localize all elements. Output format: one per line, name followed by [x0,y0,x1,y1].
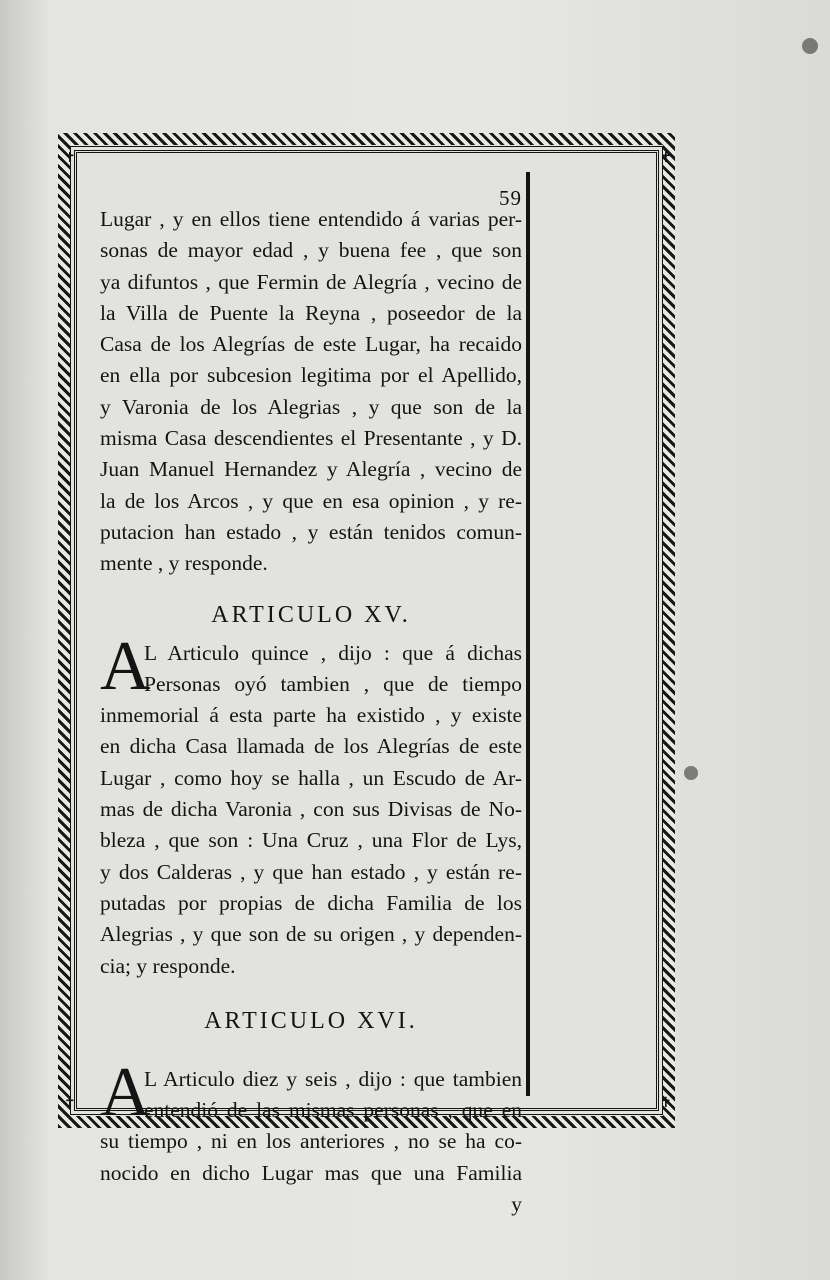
paragraph-2 [100,627,522,982]
corner-ornament-top-right-icon: ✝ [660,151,672,166]
text-line: inmemorial á esta parte ha existido , y existe [100,703,522,728]
text-line: Alegrias , y que son de su origen , y dependen- [100,922,522,947]
drop-cap: A [100,1053,151,1131]
section-heading-articulo-xv: ARTICULO XV. [211,601,411,628]
text-line: la de los Arcos , y que en esa opinion , y re- [100,488,522,513]
text-line: Lugar , como hoy se halla , un Escudo de Ar- [100,765,522,790]
text-line: mente , y responde. [100,551,268,576]
text-line: entendió de las mismas personas , que en [144,1098,522,1123]
corner-ornament-bottom-right-icon: ✝ [660,1096,672,1111]
paragraph-3 [100,1053,522,1220]
text-line: bleza , que son : Una Cruz , una Flor de Lys, [100,828,522,853]
corner-ornament-bottom-left-icon: ✝ [64,1096,76,1111]
text-line: putacion han estado , y están tenidos comun- [100,519,522,544]
text-line: Lugar , y en ellos tiene entendido á varias per- [100,207,522,231]
ink-spot [802,38,818,54]
text-line: ya difuntos , que Fermin de Alegría , vecino de [100,269,522,294]
corner-ornament-top-left-icon: ✝ [64,151,76,166]
text-line: sonas de mayor edad , y buena fee , que son [100,238,522,263]
text-line: y Varonia de los Alegrias , y que son de la [100,394,522,419]
text-line: su tiempo , ni en los anteriores , no se ha co- [100,1129,522,1154]
page-number: 59 [499,186,522,210]
text-line: y dos Calderas , y que han estado , y están re- [100,859,522,884]
vertical-margin-rule [526,172,530,1096]
text-line: L Articulo diez y seis , dijo : que tambien [144,1066,522,1091]
text-line: la Villa de Puente la Reyna , poseedor de la [100,300,522,325]
text-line: Casa de los Alegrías de este Lugar, ha recaido [100,332,522,357]
paragraph-1 [100,204,522,580]
text-line: putadas por propias de dicha Familia de los [100,890,522,915]
section-heading-articulo-xvi: ARTICULO XVI. [204,1007,418,1034]
text-line: en ella por subcesion legitima por el Apellido, [100,363,522,388]
text-line: mas de dicha Varonia , con sus Divisas de No- [100,797,522,822]
text-block [100,204,522,1220]
drop-cap: A [100,627,151,705]
text-line: Juan Manuel Hernandez y Alegría , vecino de [100,457,522,482]
text-line: nocido en dicho Lugar mas que una Familia [100,1160,522,1185]
text-line: L Articulo quince , dijo : que á dichas [144,640,522,665]
text-line: Personas oyó tambien , que de tiempo [144,671,522,696]
text-line: misma Casa descendientes el Presentante , y D. [100,426,522,451]
text-line: en dicha Casa llamada de los Alegrías de este [100,734,522,759]
catchword: y [511,1192,522,1217]
text-line: cia; y responde. [100,953,236,978]
ink-spot [684,766,698,780]
